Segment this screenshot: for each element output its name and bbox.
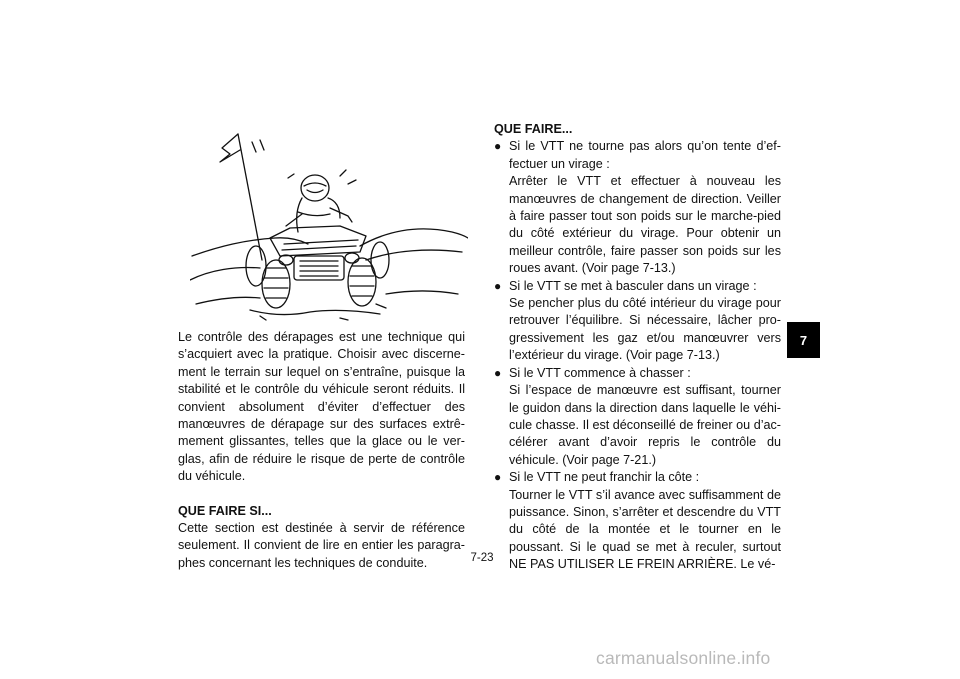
bullet-icon: ● — [494, 470, 502, 485]
bullet-icon: ● — [494, 139, 502, 154]
section-heading: QUE FAIRE SI... — [178, 503, 272, 518]
page-number: 7-23 — [470, 552, 494, 564]
section-paragraph: Cette section est destinée à servir de référence seulement. Il convient de lire en entier les paragraphes concernant les techniques de conduite. — [178, 521, 465, 570]
list-item — [494, 469, 781, 573]
bullet-icon: ● — [494, 278, 502, 293]
left-column — [178, 329, 465, 572]
bullet-icon: ● — [494, 365, 502, 380]
item-action: Tourner le VTT s’il avance avec suffisamment de puissance. Sinon, s’arrêter et descendre du VTT du côté de la montée et le tourner en le poussant. Si le quad se met à reculer, surtout NE PAS UTILISER LE FREIN ARRIÈRE. Le vé- — [509, 487, 781, 572]
list-item — [494, 365, 781, 469]
item-condition: Si le VTT ne peut franchir la côte : — [509, 470, 700, 485]
atv-rider-illustration-icon — [190, 128, 468, 328]
item-condition: Si le VTT ne tourne pas alors qu’on tente d’effectuer un virage : — [509, 139, 781, 171]
item-action: Si l’espace de manœuvre est suffisant, tourner le guidon dans la direction dans laquelle le véhicule chasse. Il est déconseillé de freiner ou d’accélérer avant d’avoir repris le contrôle du véhicule. (Voir page 7-21.) — [509, 383, 781, 467]
intro-paragraph: Le contrôle des dérapages est une technique qui s’acquiert avec la pratique. Choisir avec discernement le terrain sur lequel on s’entraîne, puisque la stabilité et le contrôle du véhicule seront réduits. Il convient absolument d’éviter d’effectuer des manœuvres de dérapage sur des surfaces extrêmement glissantes, telles que la glace ou le verglas, afin de réduire le risque de perte de contrôle du véhicule. — [178, 330, 465, 484]
list-item — [494, 138, 781, 277]
item-condition: Si le VTT se met à basculer dans un virage : — [509, 278, 757, 293]
item-action: Se pencher plus du côté intérieur du virage pour retrouver l’équilibre. Si nécessaire, lâcher progressivement les gaz et/ou manœuvrer vers l’extérieur du virage. (Voir page 7-13.) — [509, 296, 781, 363]
chapter-tab: 7 — [787, 322, 820, 358]
list-item — [494, 278, 781, 365]
right-column — [494, 121, 781, 574]
watermark: carmanualsonline.info — [596, 648, 771, 668]
right-heading: QUE FAIRE... — [494, 122, 573, 136]
item-action: Arrêter le VTT et effectuer à nouveau les manœuvres de changement de direction. Veiller à faire passer tout son poids sur le marche-pied du côté extérieur du virage. Pour obtenir un meilleur contrôle, faire passer son poids sur les roues avant. (Voir page 7-13.) — [509, 174, 781, 276]
item-condition: Si le VTT commence à chasser : — [509, 365, 691, 380]
